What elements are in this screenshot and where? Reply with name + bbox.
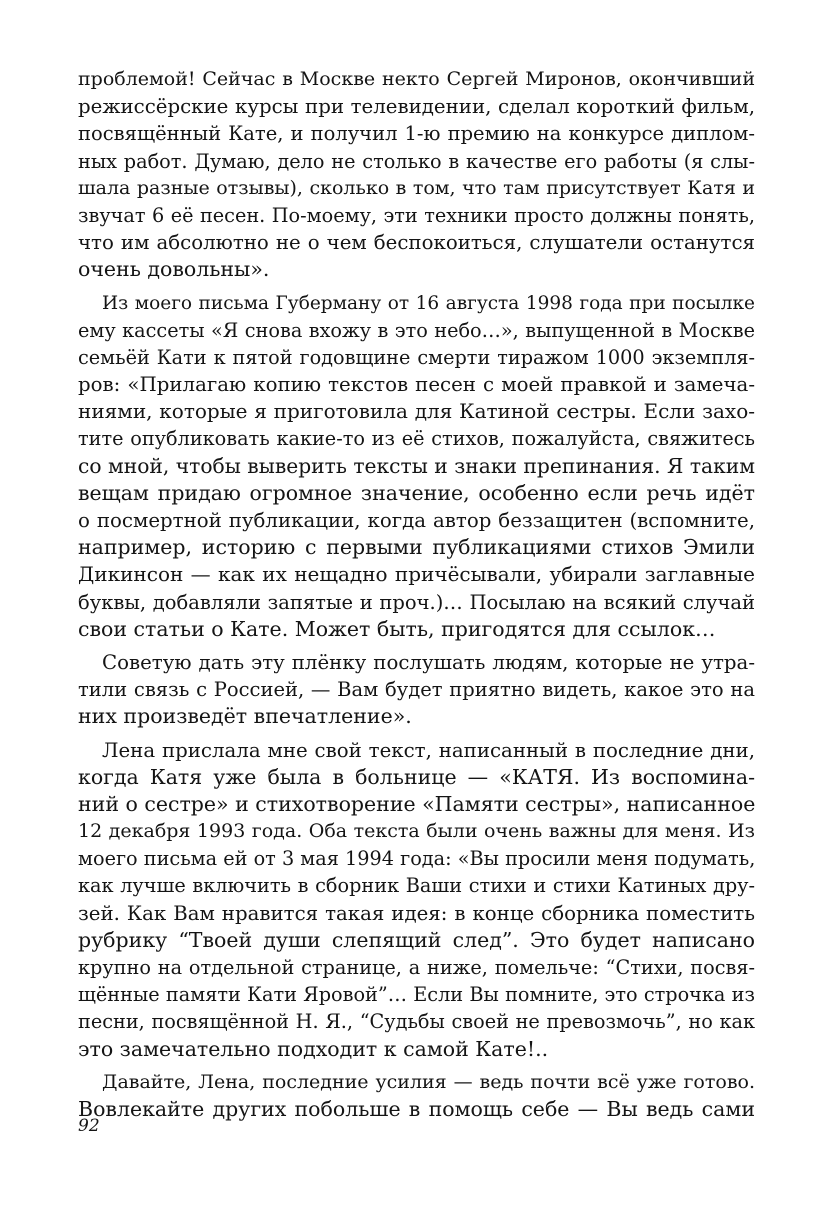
text-line: шала разные отзывы), сколько в том, что там присутствует Катя и [78, 176, 755, 199]
text-line: звучат 6 её песен. По-моему, эти техники просто должны понять, [78, 203, 755, 227]
paragraph-4 [78, 737, 755, 1063]
paragraph-2 [78, 290, 755, 643]
text-line: свои статьи о Кате. Может быть, пригодятся для ссылок… [78, 616, 716, 641]
text-line: о посмертной публикации, когда автор беззащитен (вспомните, [78, 509, 755, 532]
text-line: ных работ. Думаю, дело не столько в качестве его работы (я слы- [78, 149, 755, 173]
text-line: ний о сестре» и стихотворение «Памяти сестры», написанное [78, 791, 756, 816]
text-line: ров: «Прилагаю копию текстов песен с моей правкой и замеча- [78, 373, 755, 397]
paragraph-5 [78, 1069, 755, 1123]
text-line: режиссёрские курсы при телевидении, сделал короткий фильм, [78, 95, 755, 119]
text-line: Лена прислала мне свой текст, написанный в последние дни, [102, 738, 755, 762]
text-line: песни, посвящённой Н. Я., “Судьбы своей не превозмочь”, но как [78, 1010, 755, 1034]
text-line: Дикинсон — как их нещадно причёсывали, убирали заглавные [78, 562, 755, 587]
text-line: например, историю с первыми публикациями стихов Эмили [78, 535, 755, 560]
paragraph-1 [78, 66, 755, 284]
text-line: Вовлекайте других побольше в помощь себе — Вы ведь сами [78, 1096, 755, 1121]
text-line: очень довольны». [78, 257, 270, 282]
text-line: них произведёт впечатление». [78, 704, 412, 729]
text-line: тите опубликовать какие-то из её стихов, пожалуйста, свяжитесь [78, 427, 755, 451]
text-line: со мной, чтобы выверить тексты и знаки препинания. Я таким [78, 453, 756, 478]
text-line: посвящённый Кате, и получил 1-ю премию на конкурсе диплом- [78, 122, 755, 146]
text-line: ниями, которые я приготовила для Катиной сестры. Если захо- [78, 399, 755, 424]
text-line: проблемой! Сейчас в Москве некто Сергей Миронов, окончивший [78, 68, 755, 90]
text-line: тили связь с Россией, — Вам будет приятно видеть, какое это на [78, 678, 755, 702]
page-body [78, 66, 755, 1123]
text-line: 12 декабря 1993 года. Оба текста были очень важны для меня. Из [78, 820, 755, 843]
text-line: Давайте, Лена, последние усилия — ведь почти всё уже готово. [102, 1070, 755, 1093]
text-line: буквы, добавляли запятые и проч.)… Посылаю на всякий случай [78, 590, 755, 614]
text-line: Из моего письма Губерману от 16 августа 1998 года при посылке [102, 292, 755, 314]
text-line: когда Катя уже была в больнице — «КАТЯ. Из воспомина- [78, 764, 755, 789]
text-line: что им абсолютно не о чем беспокоиться, слушатели останутся [78, 231, 755, 255]
text-line: зей. Как Вам нравится такая идея: в конце сборника поместить [78, 901, 755, 925]
text-line: ему кассеты «Я снова вхожу в это небо…», выпущенной в Москве [78, 318, 755, 342]
paragraph-3 [78, 649, 755, 731]
text-line: рубрику “Твоей души слепящий след”. Это будет написано [78, 927, 755, 952]
text-line: вещам придаю огромное значение, особенно если речь идёт [78, 480, 755, 505]
text-line: щённые памяти Кати Яровой”… Если Вы помните, это строчка из [78, 983, 755, 1007]
text-line: это замечательно подходит к самой Кате!.. [78, 1036, 549, 1061]
text-line: как лучше включить в сборник Ваши стихи и стихи Катиных дру- [78, 874, 755, 898]
text-line: крупно на отдельной странице, а ниже, помельче: “Стихи, посвя- [78, 956, 755, 979]
page-number: 92 [78, 1116, 100, 1136]
text-line: семьёй Кати к пятой годовщине смерти тиражом 1000 экземпля- [78, 345, 755, 369]
text-line: моего письма ей от 3 мая 1994 года: «Вы просили меня подумать, [78, 847, 756, 871]
text-line: Советую дать эту плёнку послушать людям, которые не утра- [102, 650, 755, 674]
